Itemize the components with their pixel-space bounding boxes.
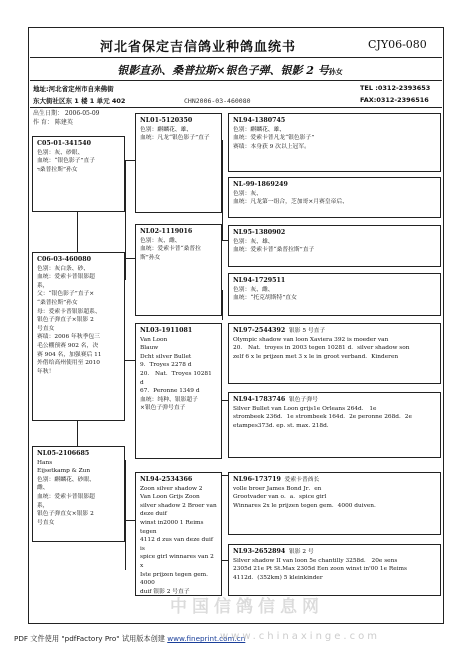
sire-dam-line: 斯”孙女 — [140, 254, 161, 261]
ggp-line: volle broer James Bond Jr．en — [233, 485, 322, 492]
dam-sire-line: 9．Troyes 2278 d — [140, 362, 192, 369]
dam-line: 色别：麒麟花、砂眼、 — [37, 476, 95, 483]
ggp-ddd-box — [228, 544, 441, 596]
ggp-dsd-ring: NL94-1783746 — [233, 396, 286, 403]
ggp-line: 银色子弹号 — [288, 397, 318, 403]
subtitle-suffix: 孙女 — [328, 67, 343, 76]
ring-number-header: CHN2006-03-460080 — [184, 97, 251, 105]
dam-sire-ring: NL03-1911081 — [140, 327, 193, 334]
connector — [222, 140, 223, 240]
sire-sire-ring: NL01-5120350 — [140, 117, 193, 124]
subject-line: 号直女 — [37, 325, 55, 332]
sire-sire-box — [135, 113, 222, 213]
sire-dam-box — [135, 224, 222, 316]
ggp-dds-ring: NL96-173719 — [233, 476, 281, 483]
sire-sire-line: 血统：凡龙“银色影子”直子 — [140, 135, 210, 142]
sire-dam-line: 血统：爱索卡普“桑普拉 — [140, 246, 201, 253]
dam-sire-line: ×银色子弹号直子 — [140, 405, 186, 412]
ggp-dsd-box — [228, 392, 441, 458]
dam-dam-box — [135, 472, 222, 596]
subject-line: 母：爱索卡普银影超系、 — [37, 308, 101, 315]
sire-line: ד桑普拉斯”孙女 — [37, 166, 78, 173]
document-code: CJY06-080 — [368, 38, 427, 51]
dam-sire-line: Dcht silver Bullet — [140, 353, 192, 360]
subject-line: 毛公棚预赛 902 名，决 — [37, 342, 99, 349]
watermark-url: www.chinaxinge.com — [220, 631, 380, 642]
dam-dam-line: Iste prijzen tegen gem. 4000 — [140, 571, 209, 587]
ggp-line: 色别：灰、 — [233, 190, 262, 197]
dam-box — [32, 446, 125, 542]
subject-box — [32, 252, 125, 421]
footer-link[interactable]: www.fineprint.com.cn — [167, 634, 246, 643]
dam-sire-line: 20． Nat．Troyes 10281 d — [140, 370, 212, 386]
ggp-line: Silver Bullet van Loon grijs1e Orleans 264d． 1e — [233, 405, 377, 412]
connector — [222, 290, 223, 320]
dam-dam-line: Zoon silver shadow 2 — [140, 485, 203, 492]
dam-sire-line: 血统：纯种、银影超子 — [140, 396, 198, 403]
ggp-ddd-header — [233, 548, 436, 557]
ggp-line: Silver shadow II van loon 5e chantilly 3258d． 20e sens — [233, 557, 398, 564]
ggp-line: Olympic shadow van loon Xaviera 392 is moeder van — [233, 336, 389, 343]
ggp-line: 爱索卡普酋长 — [284, 477, 320, 483]
ggp-line: 血统：爱索卡普凡龙“银色影子” — [233, 135, 315, 142]
subject-line: 赛 904 名，加强赛后 11 — [37, 351, 102, 358]
breeder: 作 育： 陈建英 — [33, 119, 73, 126]
connector — [125, 160, 135, 161]
dam-line: Eijsetkamp & Zun — [37, 468, 91, 475]
ggp-line: zelf 6 x le prijzen met 3 x le in groot verband．Kinderen — [233, 353, 399, 360]
tel: TEL :0312-2393653 — [360, 84, 431, 92]
address-line-2: 东大街社区东 1 楼 1 单元 402 — [33, 97, 126, 105]
ggp-dsd-header — [233, 396, 436, 405]
footer-text: PDF 文件使用 "pdfFactory Pro" 试用版本创建 — [14, 634, 168, 643]
sire-line: 血统：“银色影子”直子 — [37, 158, 96, 165]
connector — [125, 258, 135, 259]
connector — [77, 421, 78, 446]
ggp-line: etampes373d. ep. st. max. 218d. — [233, 422, 329, 429]
ggp-line: strombeek 236d．1e strombeek 164d．2e peronne 268d．2e — [233, 414, 412, 421]
ggp-line: 色别：灰、雄、 — [233, 238, 274, 245]
sire-line: 色别：灰、砂眼、 — [37, 149, 84, 156]
connector — [125, 160, 126, 280]
ggp-line: Grootvader van o．a．spice girl — [233, 494, 327, 501]
sire-dam-ring: NL02-1119016 — [140, 228, 193, 235]
ggp-line: 2305d 21e Pt St.Max 2305d Een zoon winst in'00 1e Reims — [233, 566, 408, 573]
dam-dam-line: silver shadow 2 Broer van — [140, 502, 217, 509]
ggp-line: Winnares 2x le prijzen tegen gem．4000 duiven. — [233, 502, 376, 509]
document-title: 河北省保定吉信鸽业种鸽血统书 — [99, 40, 296, 55]
dam-line: Hans — [37, 459, 53, 466]
ggp-ssd-ring: NL-99-1869249 — [233, 181, 288, 188]
ggp-line: 血统：凡龙第一组合，芝加哥×月赛皇帝后、 — [233, 199, 348, 206]
dam-line: 银色子弹直女×银影 2 — [37, 511, 94, 518]
ggp-sss-box — [228, 113, 441, 172]
ggp-line: 20． Nat．troyes in 2003 tegen 10281 d．silver shadow son — [233, 345, 410, 352]
sire-ring: C05-01-341540 — [37, 140, 92, 147]
ggp-line: 色别：灰、雌、 — [233, 286, 274, 293]
subject-line: 系， — [37, 282, 49, 289]
dam-sire-line: Blauw — [140, 345, 159, 352]
dam-dam-line: Van Loon Grijs Zoon — [140, 494, 200, 501]
dam-dam-line: winst in2000 1 Reims tegen — [140, 519, 204, 535]
ggp-line: 银影 2 号 — [288, 549, 314, 555]
dam-sire-line: Van Loon — [140, 336, 168, 343]
ggp-sds-box — [228, 225, 441, 267]
subject-line: 年秋！ — [37, 368, 55, 375]
dam-dam-line: 4112 d zus van deze duif is — [140, 537, 213, 552]
divider — [30, 107, 442, 108]
subject-ring: C06-03-460080 — [37, 256, 92, 263]
dam-sire-box — [135, 323, 222, 459]
dam-sire-line: 67．Peronne 1349 d — [140, 388, 200, 395]
ggp-sds-ring: NL95-1380902 — [233, 229, 286, 236]
ggp-ssd-box — [228, 177, 441, 218]
ggp-line: 4112d．(352km) 5 kleinkinder — [233, 574, 323, 581]
ggp-line: 血统：“托克胡斯特”直女 — [233, 295, 297, 302]
ggp-line: 血统：爱索卡普“桑普拉斯”直子 — [233, 247, 315, 254]
sire-box — [32, 136, 125, 212]
dam-dam-ring: NL94-2534366 — [140, 476, 193, 483]
ggp-dds-box — [228, 472, 441, 535]
ggp-sdd-box — [228, 273, 441, 316]
dam-ring: NL05-2106685 — [37, 450, 90, 457]
ggp-line: 色别：麒麟花、雄、 — [233, 126, 286, 133]
ggp-dds-header — [233, 476, 436, 485]
dam-line: 系， — [37, 502, 49, 509]
address-line-1: 地址:河北省定州市自来佛街 — [33, 85, 114, 93]
dam-line: 雌、 — [37, 485, 49, 492]
ggp-line: 赛绩：本身获 9 次以上冠军。 — [233, 143, 310, 150]
subject-line: 血统：爱索卡普银影超 — [37, 274, 95, 281]
subject-line: 外借给高州使用至 2010 — [37, 360, 100, 367]
dam-line: 号直女 — [37, 519, 55, 526]
connector — [125, 520, 135, 521]
subject-line: 赛绩：2006 年秋季包三 — [37, 334, 100, 341]
dam-dam-line: duif 银影 2 号直子 — [140, 588, 190, 595]
connector — [77, 212, 78, 252]
subject-line: “桑普拉斯”孙女 — [37, 299, 78, 306]
subject-line: 色别：灰白条、砂、 — [37, 265, 90, 272]
watermark-text: 中国信鸽信息网 — [170, 597, 324, 617]
connector — [125, 360, 135, 361]
ggp-sss-ring: NL94-1380745 — [233, 117, 286, 124]
subtitle — [80, 62, 380, 78]
sire-sire-line: 色别：麒麟花、雄、 — [140, 126, 193, 133]
dam-line: 血统：爱索卡普银影超 — [37, 493, 95, 500]
ggp-dss-ring: NL97-2544392 — [233, 327, 286, 334]
ggp-line: 银影 5 号直子 — [288, 328, 326, 334]
birth-date: 出生日期： 2006-05-09 — [33, 110, 100, 117]
connector — [125, 460, 126, 570]
subject-line: 父：“银色影子”直子× — [37, 291, 95, 298]
subtitle-main: 银影直孙、桑普拉斯×银色子弹、银影 2 号 — [117, 64, 329, 77]
dam-dam-line: deze duif — [140, 511, 167, 518]
sire-dam-line: 色别：灰、雌、 — [140, 237, 181, 244]
ggp-sdd-ring: NL94-1729511 — [233, 277, 286, 284]
subject-line: 银色子弹直子×银影 2 — [37, 317, 94, 324]
divider — [30, 80, 442, 81]
divider — [30, 57, 442, 58]
dam-dam-line: spice girl winnares van 2 x — [140, 554, 214, 569]
ggp-dss-box — [228, 323, 441, 384]
fax: FAX:0312-2396516 — [360, 96, 429, 104]
pdf-footer — [14, 634, 245, 644]
ggp-dss-header — [233, 327, 436, 336]
ggp-ddd-ring: NL93-2652894 — [233, 548, 286, 555]
